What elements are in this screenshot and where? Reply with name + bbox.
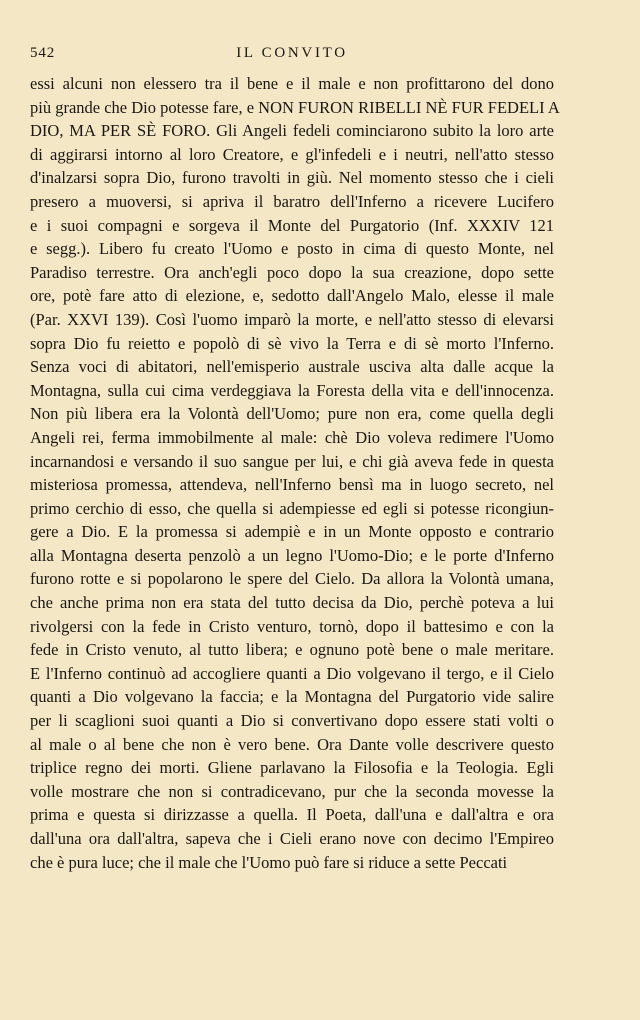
body-text: [30, 72, 560, 874]
text-line: sopra Dio fu reietto e popolò di sè vivo la Terra e di sè morto l'Inferno.: [30, 333, 554, 353]
text-line: Angeli rei, ferma immobilmente al male: chè Dio voleva redimere l'Uomo: [30, 427, 554, 447]
text-line: che è pura luce; che il male che l'Uomo può fare si riduce a sette Peccati: [30, 852, 508, 872]
text-line: alla Montagna deserta penzolò a un legno l'Uomo-Dio; e le porte d'Inferno: [30, 545, 554, 565]
text-line: fede in Cristo venuto, al tutto libera; e ognuno potè bene o male meritare.: [30, 640, 554, 660]
text-line: al male o al bene che non è vero bene. Ora Dante volle descrivere questo: [30, 734, 554, 754]
text-line: quanti a Dio volgevano la faccia; e la Montagna del Purgatorio vide salire: [30, 687, 554, 707]
text-line: dall'una ora dall'altra, sapeva che i Cieli erano nove con decimo l'Empireo: [30, 829, 554, 848]
text-line: che anche prima non era stata del tutto decisa da Dio, perchè poteva a lui: [30, 593, 554, 613]
text-line: essi alcuni non elessero tra il bene e il male e non profittarono del dono: [30, 74, 554, 93]
text-line: volle mostrare che non si contradicevano, pur che la seconda movesse la: [30, 781, 554, 801]
text-line: triplice regno dei morti. Gliene parlavano la Filosofia e la Teologia. Egli: [30, 758, 554, 778]
text-line: Paradiso terrestre. Ora anch'egli poco dopo la sua creazione, dopo sette: [30, 262, 554, 282]
text-line: DIO, MA PER SÈ FORO. Gli Angeli fedeli cominciarono subito la loro arte: [30, 121, 554, 141]
text-line: Senza voci di abitatori, nell'emisperio australe usciva alta dalle acque la: [30, 357, 554, 377]
text-line: Non più libera era la Volontà dell'Uomo; pure non era, come quella degli: [30, 404, 554, 424]
text-line: per li scaglioni suoi quanti a Dio si convertivano dopo essere stati volti o: [30, 711, 554, 731]
text-line: prima e questa si dirizzasse a quella. Il Poeta, dall'una e dall'altra e ora: [30, 805, 554, 825]
text-line: d'inalzarsi sopra Dio, furono travolti in giù. Nel momento stesso che i cieli: [30, 168, 554, 188]
text-line: (Par. XXVI 139). Così l'uomo imparò la morte, e nell'atto stesso di elevarsi: [30, 309, 554, 329]
text-line: furono rotte e si popolarono le spere del Cielo. Da allora la Volontà umana,: [30, 569, 554, 589]
text-line: Montagna, sulla cui cima verdeggiava la Foresta della vita e dell'innocenza.: [30, 380, 554, 400]
text-line: presero a muoversi, si apriva il baratro dell'Inferno a ricevere Lucifero: [30, 191, 554, 211]
text-line: e segg.). Libero fu creato l'Uomo e posto in cima di questo Monte, nel: [30, 239, 554, 259]
text-line: e i suoi compagni e sorgeva il Monte del Purgatorio (Inf. XXXIV 121: [30, 215, 554, 235]
text-line: ore, potè fare atto di elezione, e, sedotto dall'Angelo Malo, elesse il male: [30, 286, 554, 306]
page-header: [30, 42, 554, 64]
text-line: incarnandosi e versando il suo sangue per lui, e chi già aveva fede in questa: [30, 451, 554, 471]
text-line: misteriosa promessa, attendeva, nell'Inferno bensì ma in luogo secreto, nel: [30, 475, 554, 495]
text-line: primo cerchio di esso, che quella si adempiesse ed egli si potesse ricongiun-: [30, 498, 554, 518]
page-number: 542: [30, 44, 56, 61]
text-line: di aggirarsi intorno al loro Creatore, e gl'infedeli e i neutri, nell'atto stesso: [30, 144, 554, 164]
running-title: IL CONVITO: [236, 44, 348, 61]
text-line: più grande che Dio potesse fare, e NON FURON RIBELLI NÈ FUR FEDELI A: [30, 97, 560, 117]
text-line: gere a Dio. E la promessa si adempiè e in un Monte opposto e contrario: [30, 522, 554, 542]
text-line: rivolgersi con la fede in Cristo venturo, tornò, dopo il battesimo e con la: [30, 616, 554, 636]
text-line: E l'Inferno continuò ad accogliere quanti a Dio volgevano il tergo, e il Cielo: [30, 663, 554, 683]
